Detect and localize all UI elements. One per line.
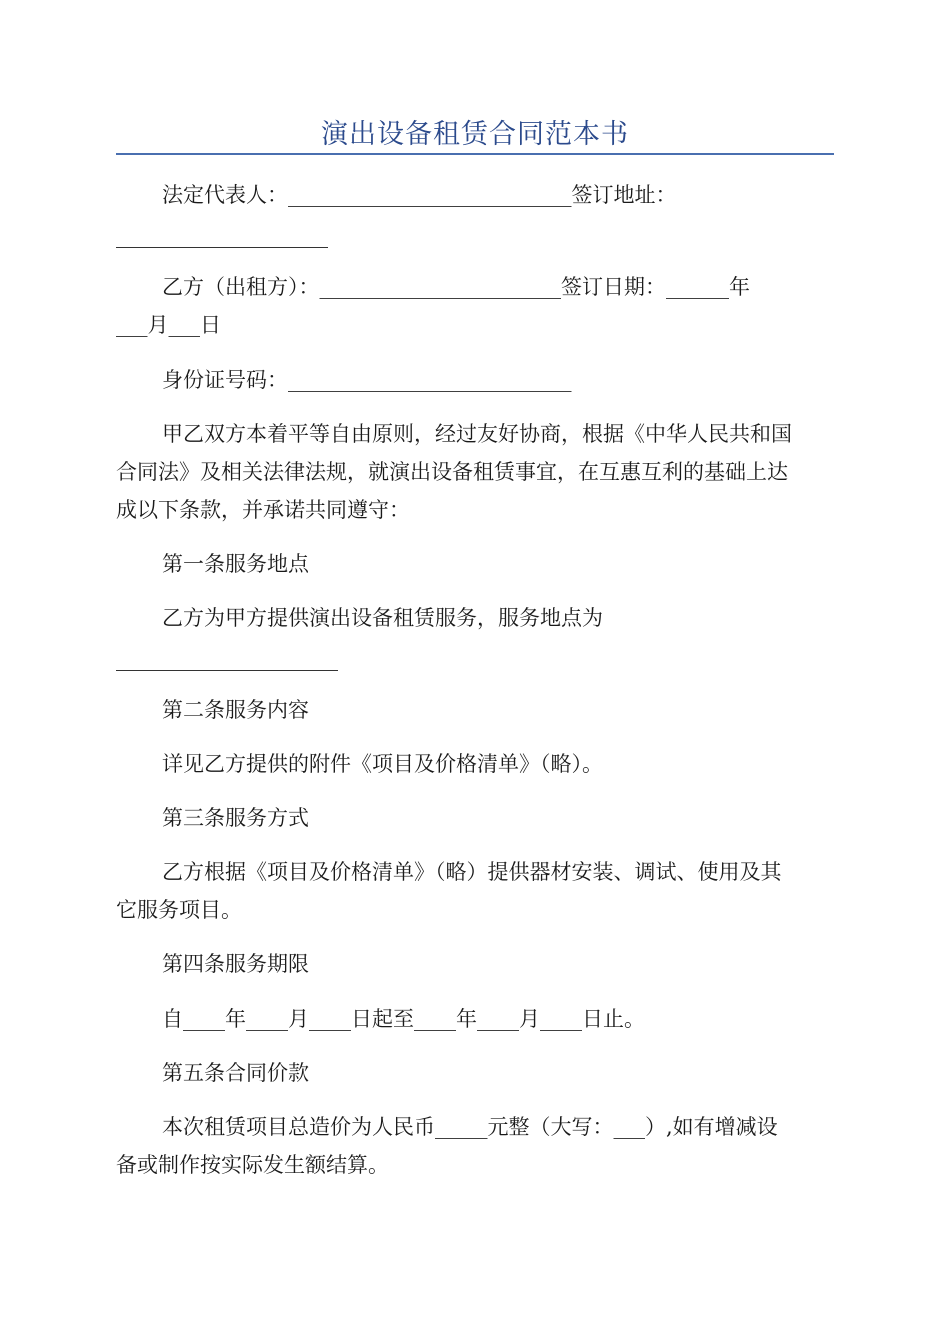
article-3-text-line-1: 乙方根据《项目及价格清单》（略）提供器材安装、调试、使用及其 bbox=[162, 860, 782, 884]
sign-date-line: ___月___日 bbox=[116, 313, 221, 337]
article-2-text: 详见乙方提供的附件《项目及价格清单》（略）。 bbox=[162, 752, 603, 776]
article-2-heading: 第二条服务内容 bbox=[162, 698, 309, 722]
article-4-heading: 第四条服务期限 bbox=[162, 952, 309, 976]
party-b-line: 乙方（出租方）：_______________________签订日期：______年 bbox=[162, 275, 750, 299]
intro-paragraph-line-2: 合同法》及相关法律法规，就演出设备租赁事宜，在互惠互利的基础上达 bbox=[116, 460, 788, 484]
article-3-heading: 第三条服务方式 bbox=[162, 806, 309, 830]
intro-paragraph-line-1: 甲乙双方本着平等自由原则，经过友好协商，根据《中华人民共和国 bbox=[162, 422, 792, 446]
article-1-text: 乙方为甲方提供演出设备租赁服务，服务地点为 bbox=[162, 606, 603, 630]
service-location-blank bbox=[116, 645, 836, 683]
article-5-text-line-2: 备或制作按实际发生额结算。 bbox=[116, 1153, 389, 1177]
article-1-heading: 第一条服务地点 bbox=[162, 552, 309, 576]
sign-address-blank bbox=[116, 222, 836, 260]
title-underline bbox=[116, 153, 834, 155]
article-5-heading: 第五条合同价款 bbox=[162, 1061, 309, 1085]
id-number-line: 身份证号码：___________________________ bbox=[162, 368, 572, 392]
document-title: 演出设备租赁合同范本书 bbox=[321, 119, 629, 150]
article-4-text: 自____年____月____日起至____年____月____日止。 bbox=[162, 1007, 645, 1031]
article-5-text-line-1: 本次租赁项目总造价为人民币_____元整（大写：___）,如有增减设 bbox=[162, 1115, 778, 1139]
intro-paragraph-line-3: 成以下条款，并承诺共同遵守： bbox=[116, 498, 410, 522]
legal-rep-line: 法定代表人：___________________________签订地址： bbox=[162, 183, 677, 207]
article-3-text-line-2: 它服务项目。 bbox=[116, 898, 242, 922]
